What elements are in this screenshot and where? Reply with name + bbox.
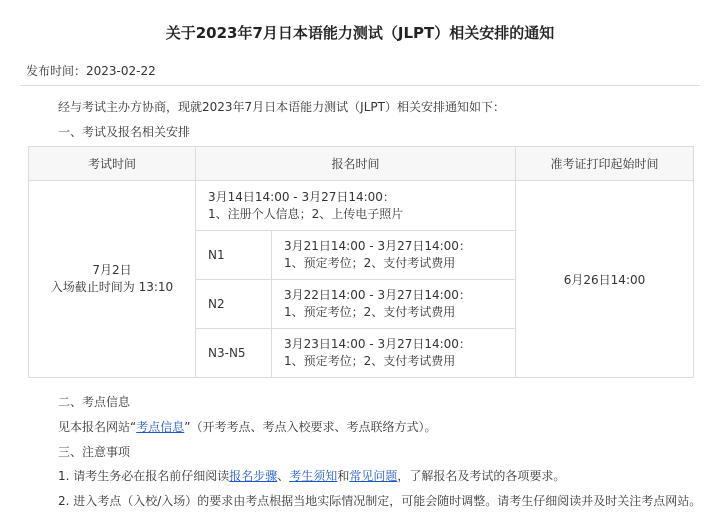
level-registration-steps: 1、预定考位；2、支付考试费用 bbox=[284, 256, 456, 270]
general-registration-steps: 1、注册个人信息；2、上传电子照片 bbox=[208, 206, 404, 221]
table-row bbox=[29, 181, 694, 231]
exam-date: 7月2日 bbox=[92, 263, 132, 277]
level-registration-time: 3月21日14:00 - 3月27日14:00： bbox=[284, 239, 471, 253]
divider bbox=[20, 85, 700, 86]
header-registration-time: 报名时间 bbox=[196, 147, 516, 181]
level-registration-cell bbox=[272, 280, 516, 329]
header-exam-time: 考试时间 bbox=[29, 147, 196, 181]
section-heading-notes: 三、注意事项 bbox=[58, 445, 131, 459]
note-1 bbox=[58, 467, 565, 484]
intro-text: 经与考试主办方协商，现就2023年7月日本语能力测试（JLPT）相关安排通知如下： bbox=[58, 100, 505, 114]
exam-date-cell bbox=[29, 181, 196, 378]
level-label: N3-N5 bbox=[196, 329, 272, 378]
general-registration-time: 3月14日14:00 - 3月27日14:00： bbox=[208, 189, 395, 204]
publish-date: 发布时间：2023-02-22 bbox=[26, 64, 156, 78]
table-header-row bbox=[29, 147, 694, 181]
exam-entry-deadline: 入场截止时间为 13:10 bbox=[50, 280, 174, 294]
level-registration-time: 3月23日14:00 - 3月27日14:00： bbox=[284, 337, 471, 351]
level-registration-cell bbox=[272, 329, 516, 378]
level-registration-steps: 1、预定考位；2、支付考试费用 bbox=[284, 305, 456, 319]
admit-print-cell: 6月26日14:00 bbox=[516, 181, 694, 378]
level-registration-time: 3月22日14:00 - 3月27日14:00： bbox=[284, 288, 471, 302]
note1-prefix: 1. 请考生务必在报名前仔细阅读 bbox=[58, 469, 230, 483]
level-registration-steps: 1、预定考位；2、支付考试费用 bbox=[284, 354, 456, 368]
level-label: N1 bbox=[196, 231, 272, 280]
faq-link[interactable]: 常见问题 bbox=[349, 469, 398, 483]
note-2: 2. 进入考点（入校/入场）的要求由考点根据当地实际情况制定，可能会随时调整。请考生仔细阅读并及时关注考点网站。 bbox=[58, 494, 702, 508]
level-label: N2 bbox=[196, 280, 272, 329]
page-title: 关于2023年7月日本语能力测试（JLPT）相关安排的通知 bbox=[165, 24, 555, 42]
registration-steps-link[interactable]: 报名步骤 bbox=[229, 469, 278, 483]
schedule-table bbox=[28, 146, 694, 378]
test-site-info bbox=[58, 418, 436, 435]
test-site-info-link[interactable]: 考点信息 bbox=[136, 420, 185, 434]
note1-suffix: ，了解报名及考试的各项要求。 bbox=[397, 469, 566, 483]
section-heading-exam-registration: 一、考试及报名相关安排 bbox=[58, 125, 191, 139]
general-registration-cell bbox=[196, 181, 516, 231]
level-registration-cell bbox=[272, 231, 516, 280]
section-heading-test-sites: 二、考点信息 bbox=[58, 395, 131, 409]
candidate-notice-link[interactable]: 考生须知 bbox=[289, 469, 338, 483]
site-info-suffix: ”（开考考点、考点入校要求、考点联络方式）。 bbox=[184, 420, 437, 434]
note1-separator: 和 bbox=[337, 469, 350, 483]
header-admit-print-time: 准考证打印起始时间 bbox=[516, 147, 694, 181]
site-info-prefix: 见本报名网站“ bbox=[58, 420, 137, 434]
note1-separator: 、 bbox=[277, 469, 290, 483]
